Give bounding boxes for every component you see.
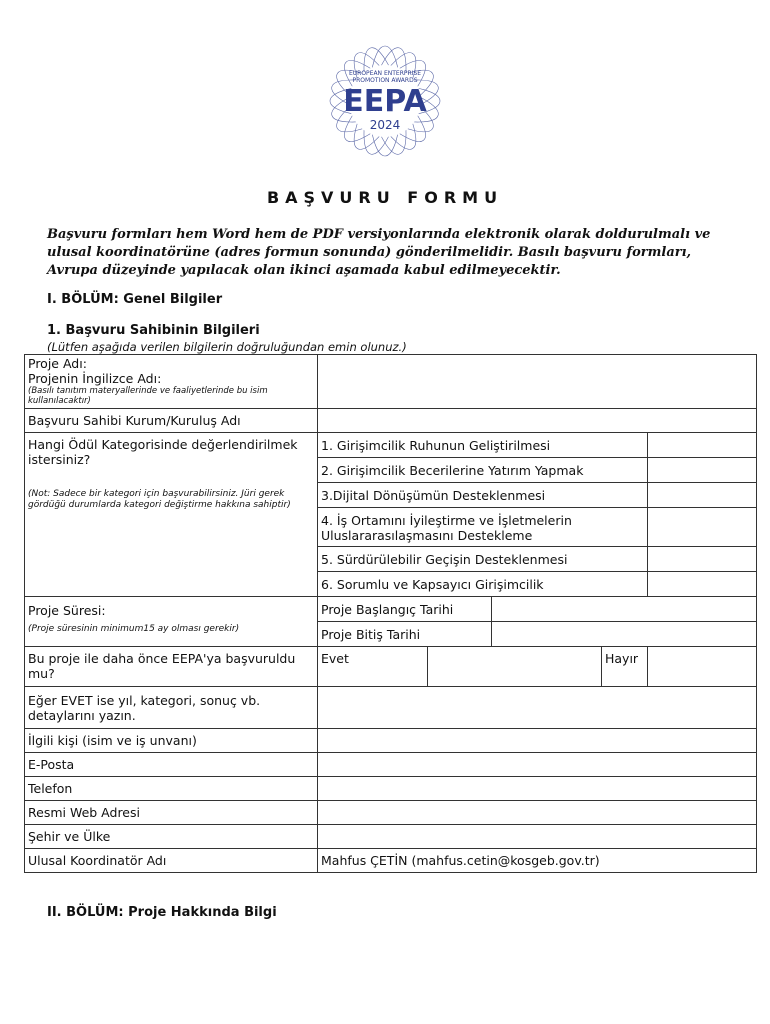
category-option-5: 5. Sürdürülebilir Geçişin Desteklenmesi (318, 547, 648, 572)
eepa-logo (325, 42, 445, 160)
svg-text:EUROPEAN ENTERPRISE: EUROPEAN ENTERPRISE (348, 70, 422, 77)
section-1-heading: I. BÖLÜM: Genel Bilgiler (47, 292, 223, 307)
category-4-checkbox[interactable] (648, 508, 757, 547)
coordinator-label: Ulusal Koordinatör Adı (25, 849, 318, 873)
svg-text:PROMOTION AWARDS: PROMOTION AWARDS (352, 77, 418, 84)
category-5-checkbox[interactable] (648, 547, 757, 572)
category-option-1: 1. Girişimcilik Ruhunun Geliştirilmesi (318, 433, 648, 458)
project-name-en-label: Projenin İngilizce Adı: (28, 371, 162, 386)
subsection-1-note: (Lütfen aşağıda verilen bilgilerin doğruluğundan emin olunuz.) (47, 340, 407, 354)
project-name-field[interactable] (318, 355, 757, 409)
duration-label: Proje Süresi: (28, 603, 106, 618)
duration-cell (25, 597, 318, 647)
city-country-field[interactable] (318, 825, 757, 849)
contact-person-field[interactable] (318, 729, 757, 753)
category-2-checkbox[interactable] (648, 458, 757, 483)
category-3-checkbox[interactable] (648, 483, 757, 508)
category-question: Hangi Ödül Kategorisinde değerlendirilmek istersiniz? (28, 437, 298, 467)
applicant-info-table (24, 354, 757, 873)
yes-label: Evet (318, 647, 428, 687)
start-date-field[interactable] (492, 597, 757, 622)
intro-paragraph: Başvuru formları hem Word hem de PDF versiyonlarında elektronik olarak doldurulmalı ve ulusal koordinatörüne (adres formun sonunda) gönderilmelidir. Basılı başvuru formları, Avrupa düzeyinde yapılacak olan ikinci aşamada kabul edilmeyecektir. (47, 227, 711, 278)
category-note: (Not: Sadece bir kategori için başvurabilirsiniz. Jüri gerek gördüğü durumlarda kategori değiştirme hakkına sahiptir) (28, 489, 291, 510)
phone-field[interactable] (318, 777, 757, 801)
section-2-heading: II. BÖLÜM: Proje Hakkında Bilgi (47, 905, 277, 920)
website-field[interactable] (318, 801, 757, 825)
details-field[interactable] (318, 687, 757, 729)
no-field[interactable] (648, 647, 757, 687)
category-1-checkbox[interactable] (648, 433, 757, 458)
details-label: Eğer EVET ise yıl, kategori, sonuç vb. detaylarını yazın. (25, 687, 318, 729)
city-country-label: Şehir ve Ülke (25, 825, 318, 849)
no-label: Hayır (602, 647, 648, 687)
project-name-label-cell (25, 355, 318, 409)
category-question-cell (25, 433, 318, 597)
end-date-label: Proje Bitiş Tarihi (318, 622, 492, 647)
project-name-note: (Basılı tanıtım materyallerinde ve faaliyetlerinde bu isim kullanılacaktır) (28, 386, 268, 406)
category-option-2: 2. Girişimcilik Becerilerine Yatırım Yapmak (318, 458, 648, 483)
form-title: BAŞVURU FORMU (266, 188, 504, 207)
svg-text:EEPA: EEPA (343, 84, 427, 119)
org-name-field[interactable] (318, 409, 757, 433)
phone-label: Telefon (25, 777, 318, 801)
email-field[interactable] (318, 753, 757, 777)
coordinator-value: Mahfus ÇETİN (mahfus.cetin@kosgeb.gov.tr) (318, 849, 757, 873)
category-6-checkbox[interactable] (648, 572, 757, 597)
contact-person-label: İlgili kişi (isim ve iş unvanı) (25, 729, 318, 753)
duration-note: (Proje süresinin minimum15 ay olması gerekir) (28, 624, 240, 634)
subsection-1-heading: 1. Başvuru Sahibinin Bilgileri (47, 323, 260, 338)
category-option-4: 4. İş Ortamını İyileştirme ve İşletmelerin Uluslararasılaşmasını Destekleme (318, 508, 648, 547)
category-option-3: 3.Dijital Dönüşümün Desteklenmesi (318, 483, 648, 508)
category-option-6: 6. Sorumlu ve Kapsayıcı Girişimcilik (318, 572, 648, 597)
yes-field[interactable] (428, 647, 602, 687)
website-label: Resmi Web Adresi (25, 801, 318, 825)
project-name-label: Proje Adı: (28, 356, 87, 371)
previous-application-question: Bu proje ile daha önce EEPA'ya başvuruldu mu? (25, 647, 318, 687)
svg-text:2024: 2024 (369, 118, 401, 132)
email-label: E-Posta (25, 753, 318, 777)
start-date-label: Proje Başlangıç Tarihi (318, 597, 492, 622)
end-date-field[interactable] (492, 622, 757, 647)
org-name-label: Başvuru Sahibi Kurum/Kuruluş Adı (25, 409, 318, 433)
